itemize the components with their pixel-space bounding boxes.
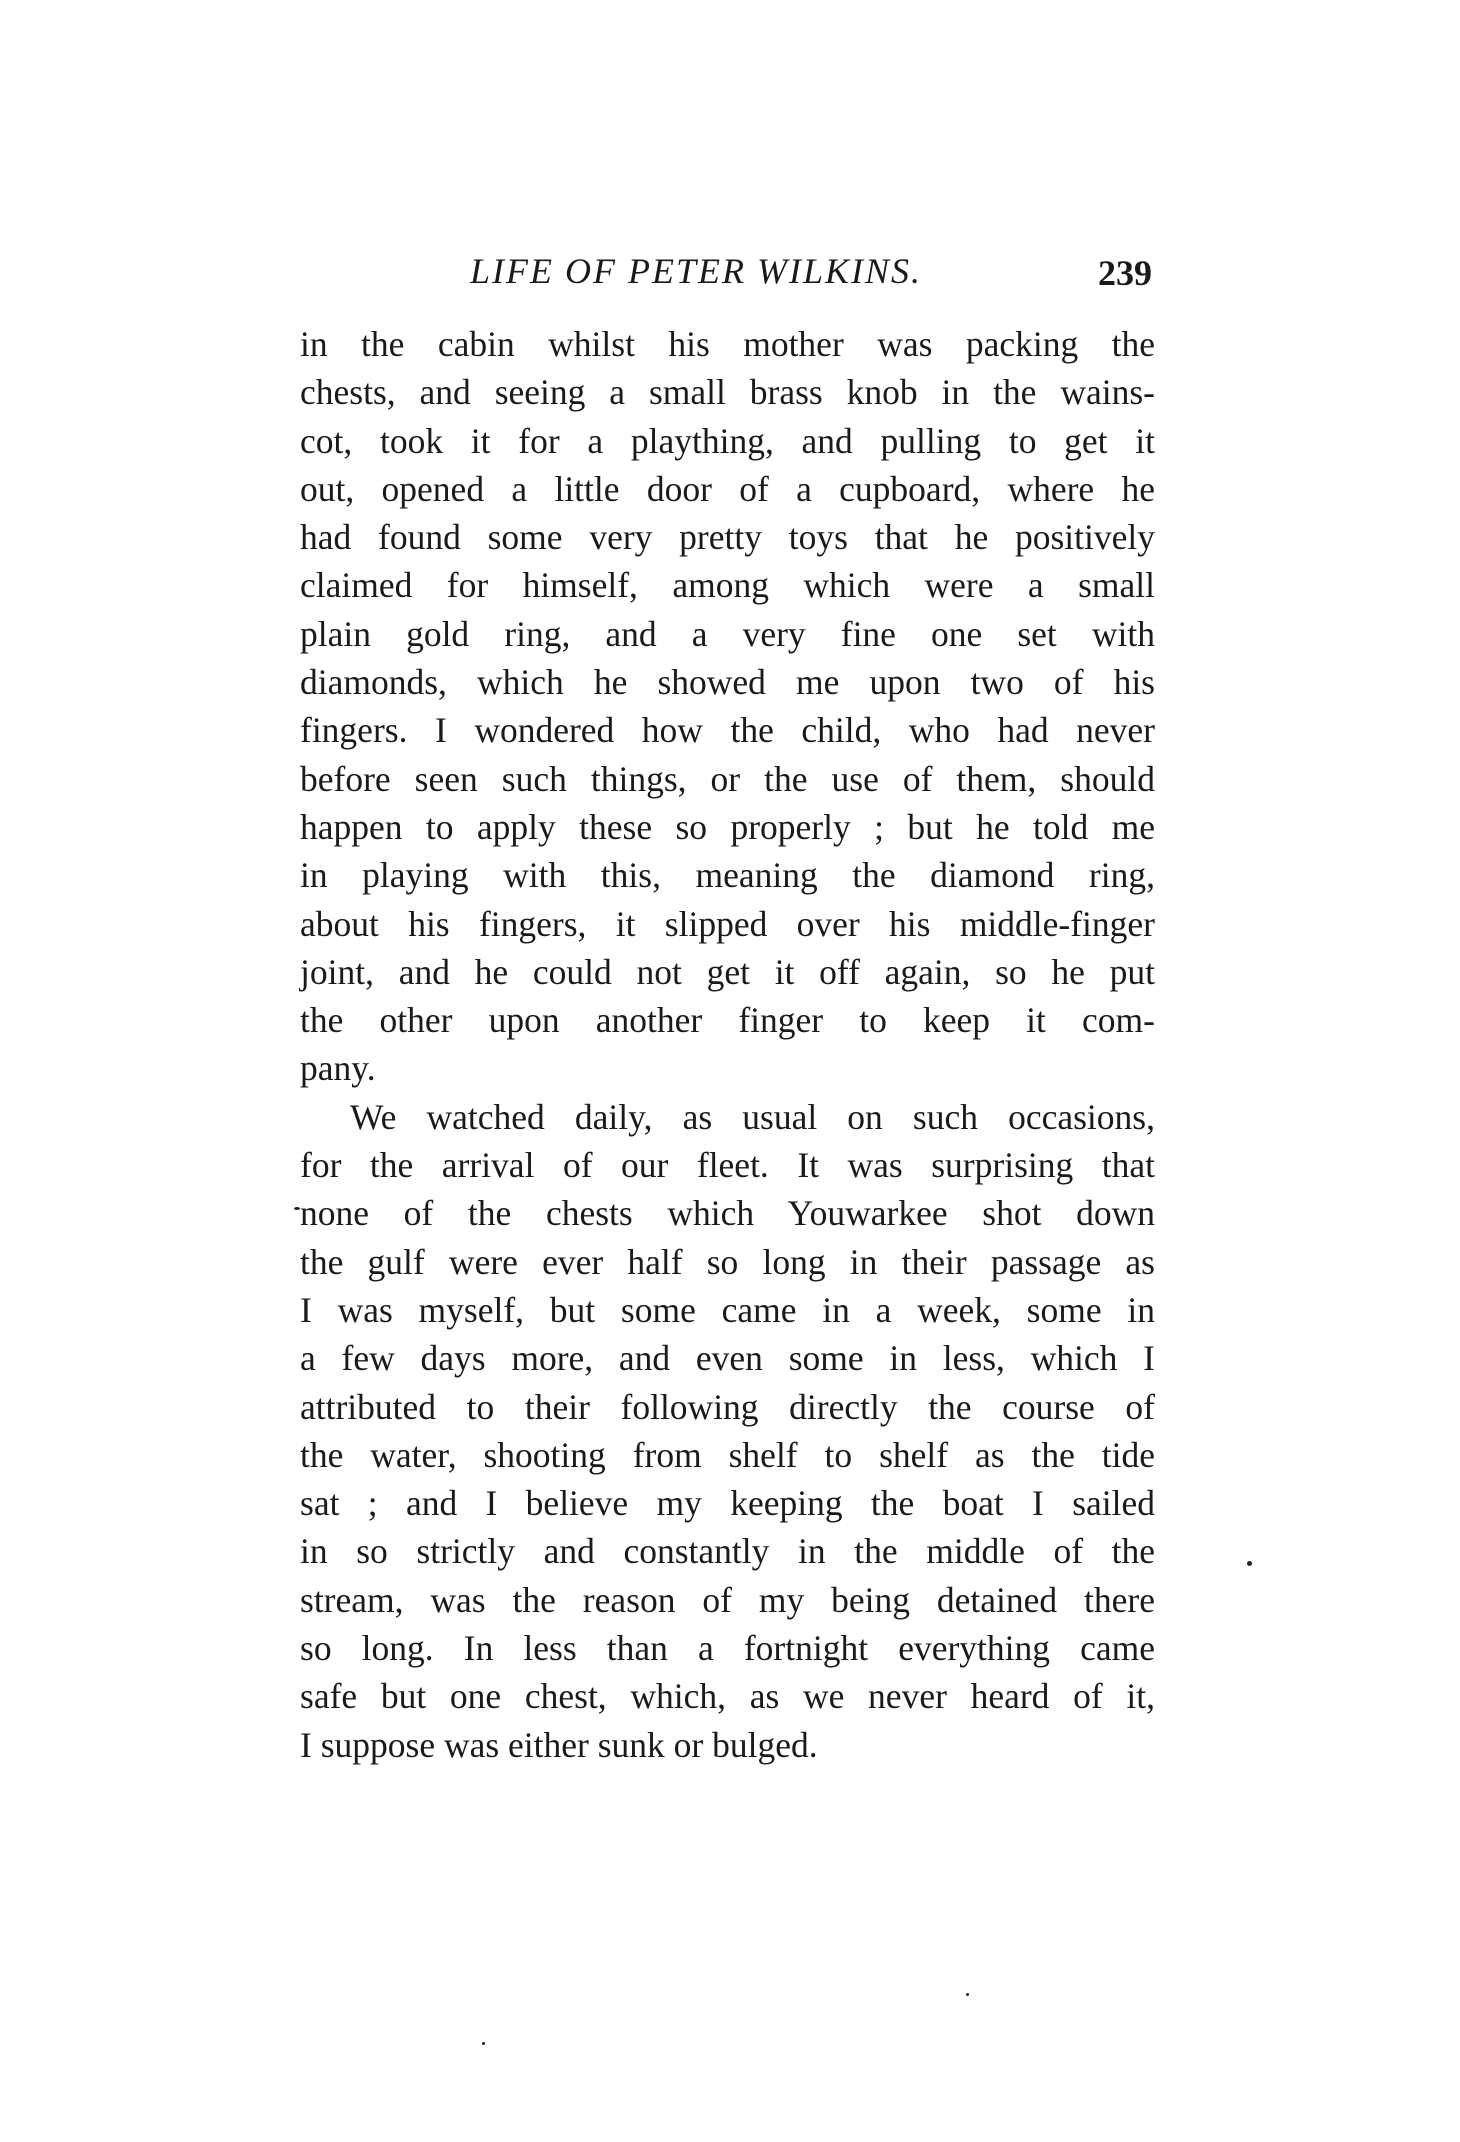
text-line: claimed for himself, among which were a small <box>300 565 1155 606</box>
text-line: a few days more, and even some in less, which I <box>300 1338 1155 1379</box>
text-line: chests, and seeing a small brass knob in the wains- <box>300 372 1155 413</box>
text-line: We watched daily, as usual on such occasions, <box>350 1096 1155 1137</box>
text-line: before seen such things, or the use of them, should <box>300 758 1155 799</box>
text-line: the water, shooting from shelf to shelf as the tide <box>300 1434 1155 1475</box>
text-line: had found some very pretty toys that he positively <box>300 517 1155 558</box>
page-header <box>300 250 1160 310</box>
text-line: the gulf were ever half so long in their passage as <box>300 1241 1155 1282</box>
print-speck <box>966 1993 969 1996</box>
paragraph-2 <box>300 1093 1155 1769</box>
text-line: so long. In less than a fortnight everything came <box>300 1628 1155 1669</box>
text-line: about his fingers, it slipped over his middle-finger <box>300 903 1155 944</box>
text-line: in the cabin whilst his mother was packing the <box>300 324 1155 364</box>
text-line: I was myself, but some came in a week, some in <box>300 1289 1155 1330</box>
text-line: in playing with this, meaning the diamond ring, <box>300 855 1155 896</box>
text-line: in so strictly and constantly in the middle of the <box>300 1531 1155 1572</box>
text-line: none of the chests which Youwarkee shot down <box>300 1193 1155 1234</box>
text-line: attributed to their following directly the course of <box>300 1386 1155 1427</box>
text-line: stream, was the reason of my being detained there <box>300 1579 1155 1620</box>
running-title: LIFE OF PETER WILKINS. <box>470 251 922 291</box>
print-speck <box>294 1207 300 1210</box>
text-line: sat ; and I believe my keeping the boat I sailed <box>300 1483 1155 1524</box>
text-line: safe but one chest, which, as we never heard of it, <box>300 1676 1155 1717</box>
text-line: happen to apply these so properly ; but he told me <box>300 806 1155 847</box>
text-line: fingers. I wondered how the child, who had never <box>300 710 1155 751</box>
page-number: 239 <box>1098 253 1152 293</box>
text-line: the other upon another finger to keep it com- <box>300 1000 1155 1041</box>
print-speck <box>1247 1561 1252 1566</box>
text-line: plain gold ring, and a very fine one set with <box>300 613 1155 654</box>
text-line: out, opened a little door of a cupboard, where he <box>300 468 1155 509</box>
body-text <box>300 320 1155 1769</box>
paragraph-1 <box>300 320 1155 1093</box>
text-line: cot, took it for a plaything, and pulling to get it <box>300 420 1155 461</box>
text-line: joint, and he could not get it off again, so he put <box>300 951 1155 992</box>
print-speck <box>482 2042 485 2045</box>
text-line: diamonds, which he showed me upon two of his <box>300 662 1155 703</box>
text-line: I suppose was either sunk or bulged. <box>300 1724 818 1765</box>
text-line: for the arrival of our fleet. It was surprising that <box>300 1145 1155 1186</box>
text-line: pany. <box>300 1048 376 1089</box>
